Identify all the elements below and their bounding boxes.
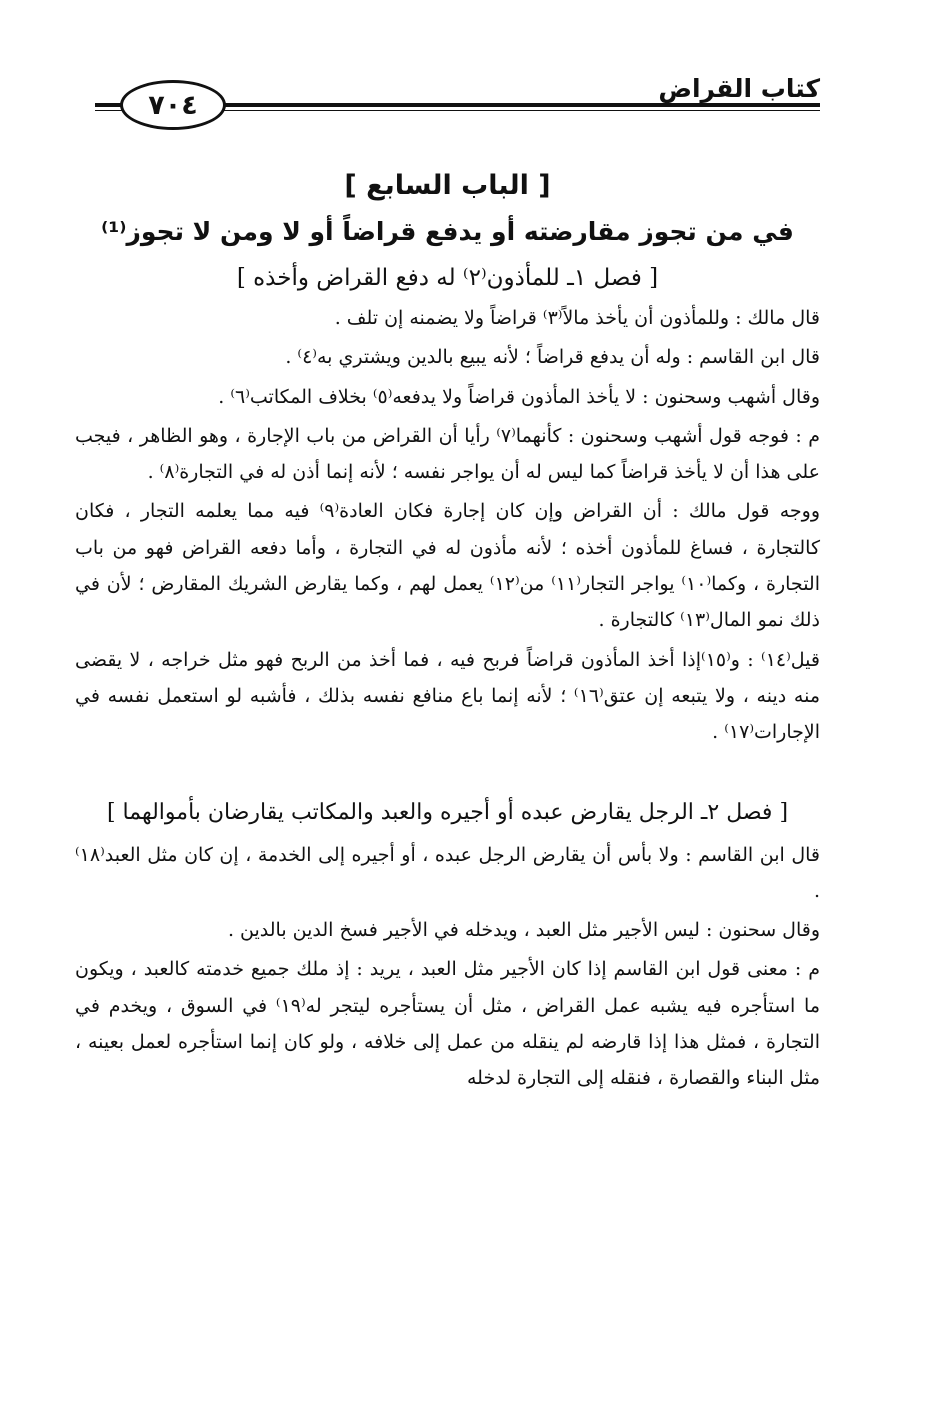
running-book-title: كتاب القراض [648, 74, 820, 103]
chapter-title: [ الباب السابع ] [344, 170, 551, 201]
paragraph: قال ابن القاسم : ولا بأس أن يقارض الرجل عبده ، أو أجيره إلى الخدمة ، إن كان مثل العبد⁽١٨⁾ . [75, 843, 820, 902]
paragraph: م : فوجه قول أشهب وسحنون : كأنهما⁽٧⁾ رأيا أن القراض من باب الإجارة ، وهو الظاهر ، فيجب على هذا أن لا يأخذ قراضاً كما ليس له أن يواجر نفسه ؛ لأنه إنما أذن له في التجارة⁽٨⁾ . [75, 424, 820, 484]
page-body [75, 164, 820, 1100]
section-1-title: [ فصل ١ـ للمأذون⁽٢⁾ له دفع القراض وأخذه ] [236, 265, 659, 291]
paragraph: ووجه قول مالك : أن القراض وإن كان إجارة فكان العادة⁽٩⁾ فيه مما يعلمه التجار ، فكان كالتجارة ، فساغ للمأذون أخذه ؛ لأنه مأذون له في التجارة ، وأما دفعه القراض فهو من باب التجارة ، وكما⁽١٠⁾ يواجر التجار⁽١١⁾ من⁽١٢⁾ يعمل لهم ، وكما يقارض الشريك المقارض ؛ لأن في ذلك نمو المال⁽١٣⁾ كالتجارة . [75, 500, 820, 632]
paragraph: قال ابن القاسم : وله أن يدفع قراضاً ؛ لأنه يبيع بالدين ويشتري به⁽٤⁾ . [285, 346, 820, 369]
paragraph: قيل⁽١٤⁾ : و⁽١٥⁾إذا أخذ المأذون قراضاً فربح فيه ، فما أخذ من الربح فهو مثل خراجه ، لا يقضى منه دينه ، ولا يتبعه إن عتق⁽١٦⁾ ؛ لأنه إنما باع منافع نفسه بذلك ، فأشبه لو استعمل نفسه في الإجارات⁽١٧⁾ . [75, 648, 820, 744]
page-number: ٧٠٤ [120, 80, 226, 130]
paragraph: قال مالك : وللمأذون أن يأخذ مالاً⁽٣⁾ قراضاً ولا يضمنه إن تلف . [334, 307, 820, 329]
paragraph: م : معنى قول ابن القاسم إذا كان الأجير مثل العبد ، يريد : إذ ملك جميع خدمته كالعبد ، ويكون ما استأجره فيه يشبه عمل القراض ، مثل أن يستأجره ليتجر له⁽١٩⁾ في السوق ، ويخدم في التجارة ، فمثل هذا إذا قارضه لم ينقله من عمل إلى خلافه ، ولو كان إنما استأجره لعمل بعينه ، مثل البناء والقصارة ، فنقله إلى التجارة لدخله [75, 958, 821, 1090]
page-header [95, 72, 820, 132]
chapter-subtitle: في من تجوز مقارضته أو يدفع قراضاً أو لا ومن لا تجوز⁽¹⁾ [101, 217, 794, 246]
section-2-title: [ فصل ٢ـ الرجل يقارض عبده أو أجيره والعبد والمكاتب يقارضان بأموالهما ] [106, 799, 789, 825]
paragraph: وقال أشهب وسحنون : لا يأخذ المأذون قراضاً ولا يدفعه⁽٥⁾ بخلاف المكاتب⁽٦⁾ . [218, 385, 820, 408]
paragraph: وقال سحنون : ليس الأجير مثل العبد ، ويدخله في الأجير فسخ الدين بالدين . [227, 919, 820, 942]
